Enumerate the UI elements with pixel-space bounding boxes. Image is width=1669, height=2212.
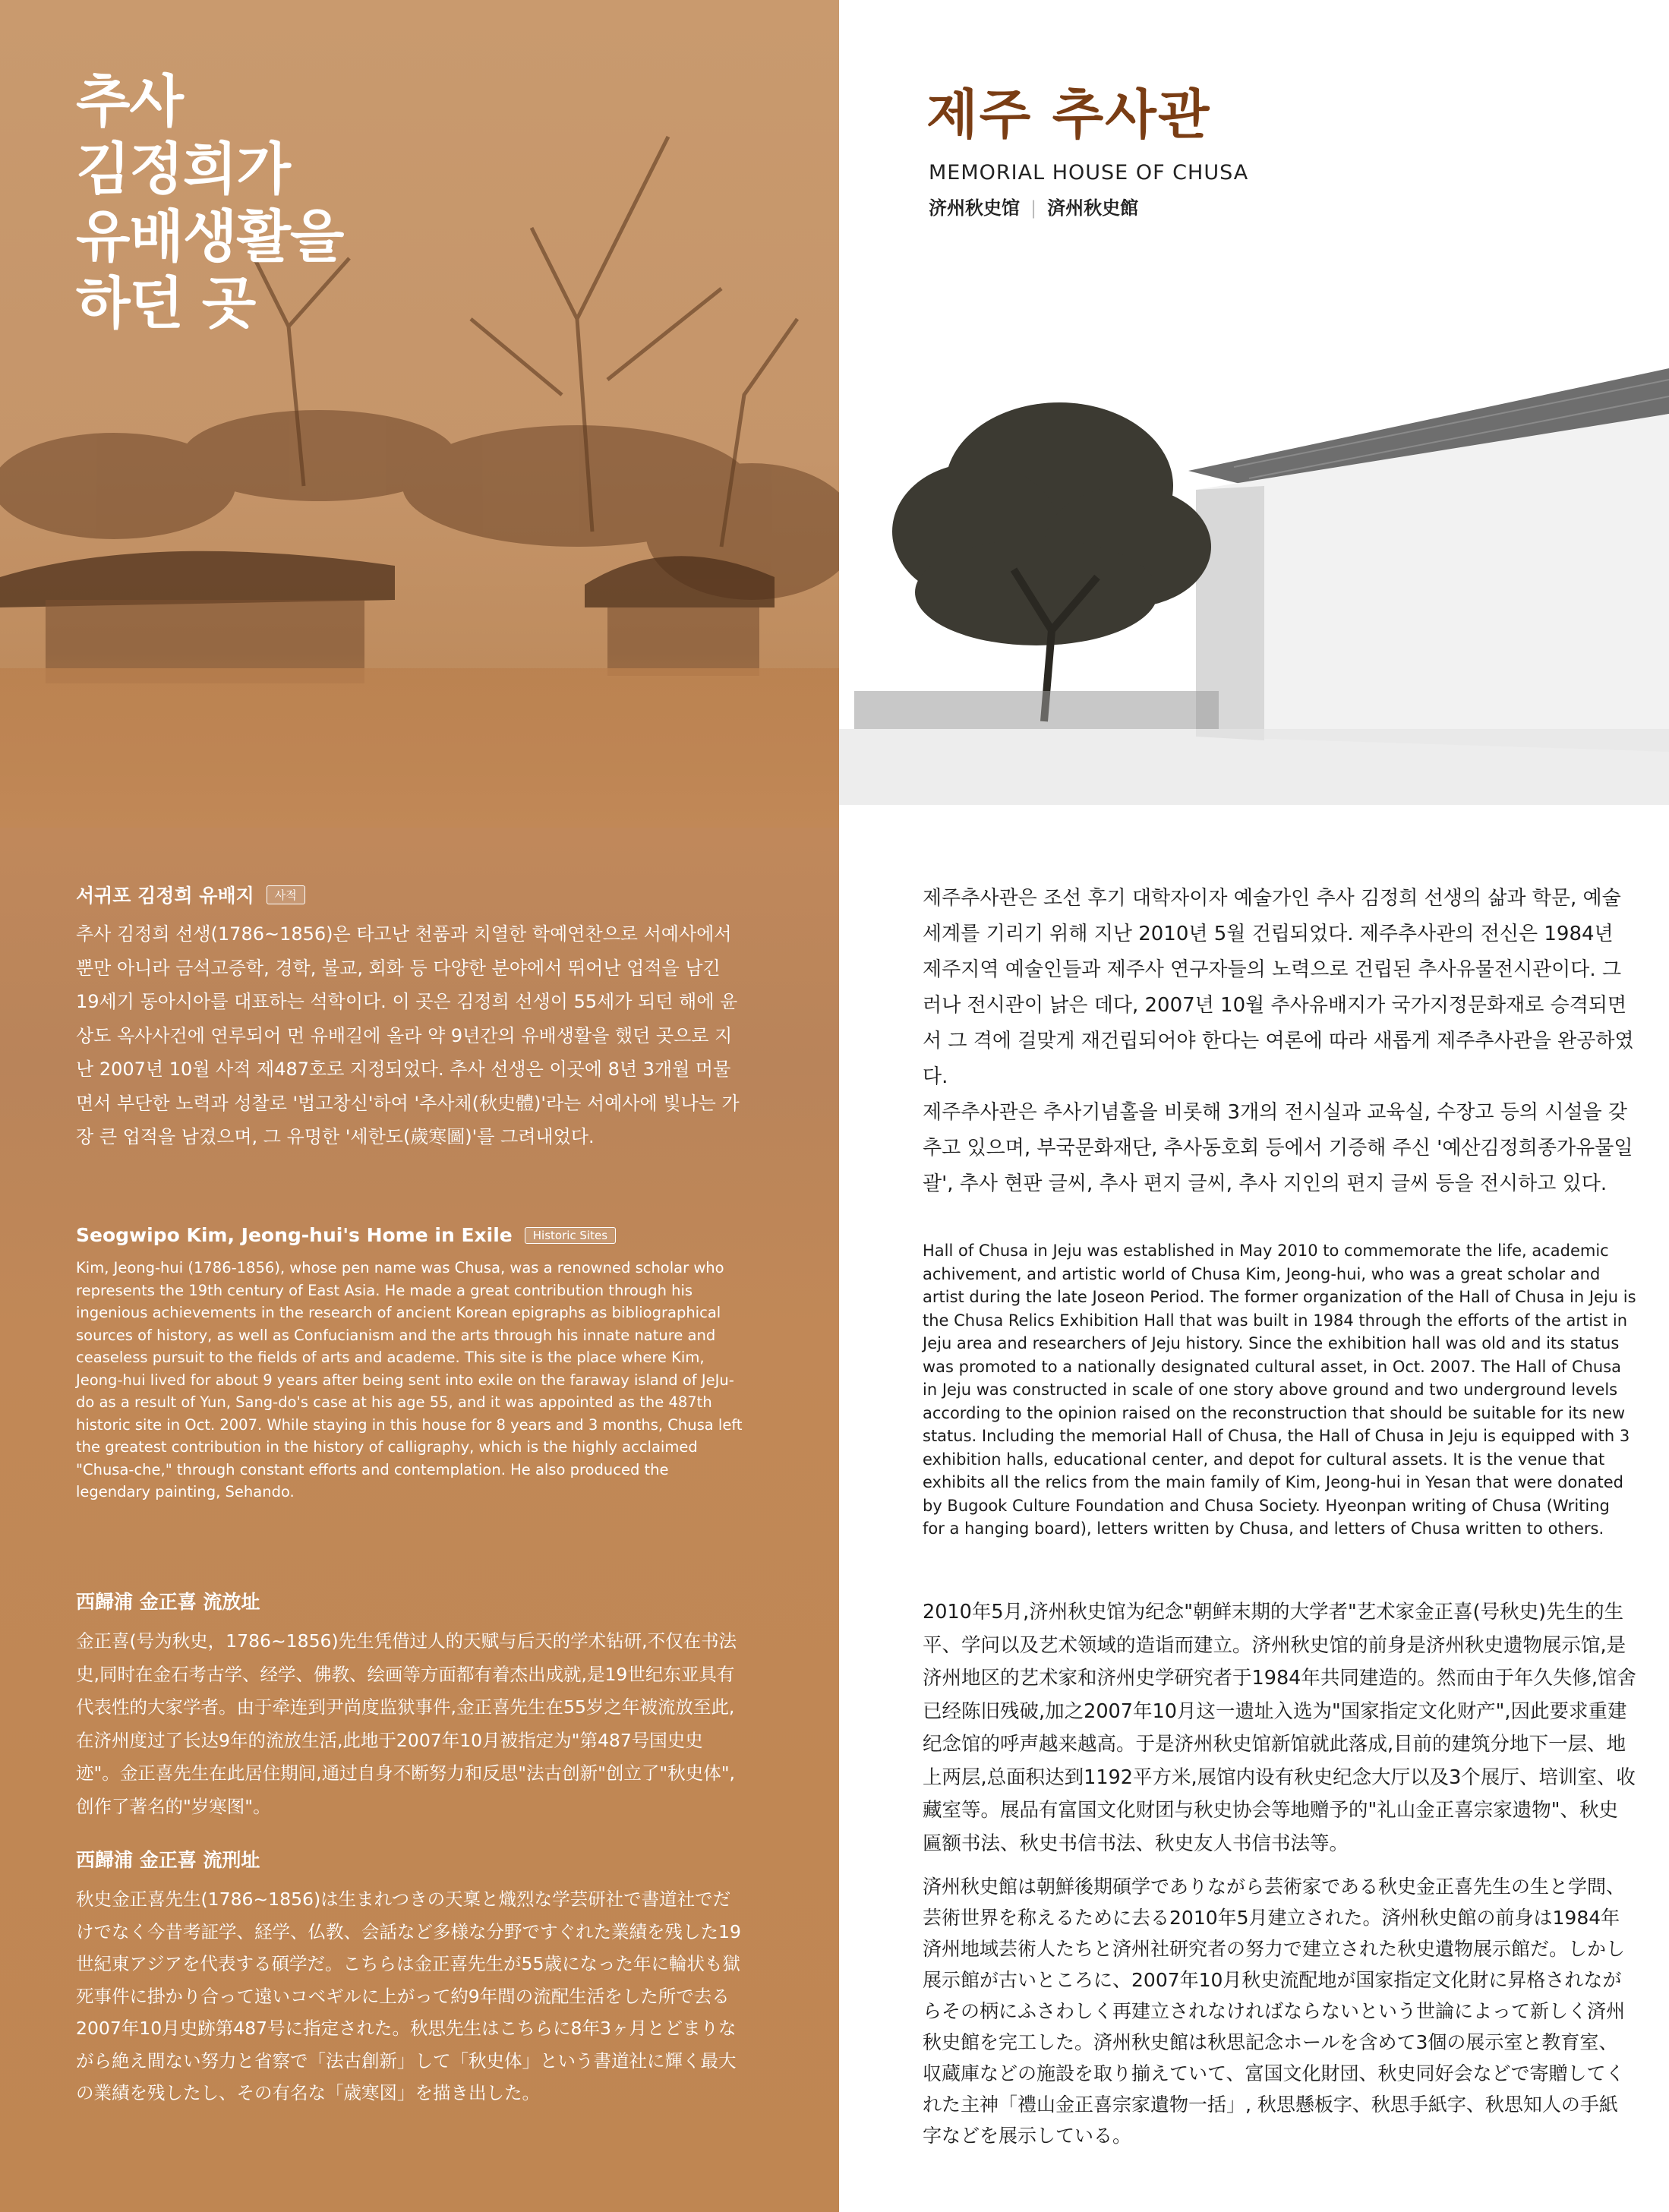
chinese-body: 金正喜(号为秋史，1786~1856)先生凭借过人的天赋与后天的学术钻研,不仅在书法史,同时在金石考古学、经学、佛教、绘画等方面都有着杰出成就,是19世纪东亚具有代表性的大家学者。由于牵连到尹尚度监狱事件,金正喜先生在55岁之年被流放至此,在济州度过了长达9年的流放生活,此地于2007年10月被指定为"第487号国史史迹"。金正喜先生在此居住期间,通过自身不断努力和反思"法古创新"创立了"秋史体",创作了著名的"岁寒图"。 xyxy=(76,1630,737,1817)
section-heading xyxy=(76,881,744,908)
english-body: Kim, Jeong-hui (1786-1856), whose pen name was Chusa, was a renowned scholar who represents the 19th century of East Asia. He made a great contribution through his ingenious achievements in the research of ancient Korean epigraphs as bibliographical sources of history, as well as Confucianism and the arts through his innate nature and ceaseless pursuit to the fields of arts and academe. This site is the place where Kim, Jeong-hui lived for about 9 years after being sent into exile on the faraway island of JeJu-do as a result of Yun, Sang-do's case at his age 55, and it was appointed as the 487th historic site in Oct. 2007. While staying in this house for 8 years and 3 months, Chusa left the greatest contribution in the history of calligraphy, which is the highly acclaimed "Chusa-che," through constant efforts and contemplation. He also produced the legendary painting, Sehando. xyxy=(76,1259,743,1500)
korean-description xyxy=(923,881,1636,1202)
section-heading xyxy=(76,1587,744,1614)
chinese-section xyxy=(76,1587,744,1823)
page-subtitle: MEMORIAL HOUSE OF CHUSA xyxy=(929,161,1249,185)
korean-section xyxy=(76,881,744,1154)
japanese-paragraph: 済州秋史館は朝鮮後期碩学でありながら芸術家である秋史金正喜先生の生と学問、芸術世界を称えるために去る2010年5月建立された。済州秋史館の前身は1984年済州地域芸術人たちと済州社研究者の努力で建立された秋史遺物展示館だ。しかし展示館が古いところに、2007年10月秋史流配地が国家指定文化財に昇格されながらその柄にふさわしく再建立されなければならないという世論によって新しく済州秋史館を完工した。済州秋史館は秋思記念ホールを含めて3個の展示室と教育室、収蔵庫などの施設を取り揃えていて、富国文化財団、秋史同好会などで寄贈してくれた主神「禮山金正喜宗家遺物一括」, 秋思懸板字、秋思手紙字、秋思知人の手紙字などを展示している。 xyxy=(923,1876,1626,2147)
chinese-paragraph: 2010年5月,济州秋史馆为纪念"朝鲜末期的大学者"艺术家金正喜(号秋史)先生的生平、学问以及艺术领域的造诣而建立。济州秋史馆的前身是济州秋史遗物展示馆,是济州地区的艺术家和济州史学研究者于1984年共同建造的。然而由于年久失修,馆舍已经陈旧残破,加之2007年10月这一遗址入选为"国家指定文化财产",因此要求重建纪念馆的呼声越来越高。于是济州秋史馆新馆就此落成,目前的建筑分地下一层、地上两层,总面积达到1192平方米,展馆内设有秋史纪念大厅以及3个展厅、培训室、收藏室等。展品有富国文化财团与秋史协会等地赠予的"礼山金正喜宗家遗物"、秋史匾额书法、秋史书信书法、秋史友人书信书法等。 xyxy=(923,1601,1637,1855)
english-section xyxy=(76,1224,744,1504)
section-heading xyxy=(76,1224,744,1246)
japanese-name: 済州秋史館 xyxy=(1047,197,1139,219)
left-title xyxy=(76,68,343,338)
title-line: 추사 xyxy=(76,69,183,134)
section-heading xyxy=(76,1845,744,1873)
title-line: 유배생활을 xyxy=(76,204,344,270)
section-tag: Historic Sites xyxy=(525,1227,616,1244)
korean-paragraph-1: 제주추사관은 조선 후기 대학자이자 예술가인 추사 김정희 선생의 삶과 학문, 예술세계를 기리기 위해 지난 2010년 5월 건립되었다. 제주추사관의 전신은 1984년 제주지역 예술인들과 제주사 연구자들의 노력으로 건립된 추사유물전시관이다. 그러나 전시관이 낡은 데다, 2007년 10월 추사유배지가 국가지정문화재로 승격되면서 그 격에 걸맞게 재건립되어야 한다는 여론에 따라 새롭게 제주추사관을 완공하였다. xyxy=(923,887,1634,1088)
chinese-description xyxy=(923,1596,1636,1860)
english-description xyxy=(923,1239,1636,1541)
japanese-section xyxy=(76,1845,744,2109)
section-heading-text: 西歸浦 金正喜 流刑址 xyxy=(76,1849,260,1871)
title-line: 김정희가 xyxy=(76,136,290,202)
page-title: 제주 추사관 xyxy=(926,84,1211,146)
right-panel xyxy=(839,0,1669,2212)
japanese-body: 秋史金正喜先生(1786~1856)は生まれつきの天稟と熾烈な学芸研社で書道社でだけでなく今昔考証学、経学、仏教、会話など多様な分野ですぐれた業績を残した19世紀東アジアを代表する碩学だ。こちらは金正喜先生が55歳になった年に輪状も獄死事件に掛かり合って遠いコベギルに上がって約9年間の流配生活をした所で去る2007年10月史跡第487号に指定された。秋思先生はこちらに8年3ヶ月とどまりながら絶え間ない努力と省察で「法古創新」して「秋史体」という書道社に輝く最大の業績を残したし、その有名な「歳寒図」を描き出した。 xyxy=(76,1889,741,2103)
memorial-hall-photo xyxy=(839,357,1669,805)
section-heading-text: 西歸浦 金正喜 流放址 xyxy=(76,1591,260,1613)
korean-paragraph-2: 제주추사관은 추사기념홀을 비롯해 3개의 전시실과 교육실, 수장고 등의 시설을 갖추고 있으며, 부국문화재단, 추사동호회 등에서 기증해 주신 '예산김정희종가유물일괄', 추사 현판 글씨, 추사 편지 글씨, 추사 지인의 편지 글씨 등을 전시하고 있다. xyxy=(923,1101,1633,1195)
section-tag: 사적 xyxy=(267,885,305,904)
section-heading-text: 서귀포 김정희 유배지 xyxy=(76,885,254,907)
title-line: 하던 곳 xyxy=(76,271,256,337)
name-separator: | xyxy=(1030,197,1037,219)
japanese-description xyxy=(923,1871,1636,2151)
chinese-name: 济州秋史馆 xyxy=(929,197,1020,219)
section-heading-text: Seogwipo Kim, Jeong-hui's Home in Exile xyxy=(76,1224,513,1246)
english-paragraph: Hall of Chusa in Jeju was established in May 2010 to commemorate the life, academic achivement, and artistic world of Chusa Kim, Jeong-hui, who was a great scholar and artist during the late Joseon Period. The former organization of the Hall of Chusa in Jeju is the Chusa Relics Exhibition Hall that was built in 1984 through the efforts of the artist in Jeju area and researchers of Jeju history. Since the exhibition hall was old and its status was promoted to a nationally designated cultural asset, in Oct. 2007. The Hall of Chusa in Jeju was constructed in scale of one story above ground and two underground levels according to the opinion raised on the reconstruction that should be suitable for its new status. Including the memorial Hall of Chusa, the Hall of Chusa in Jeju is equipped with 3 exhibition halls, educational center, and depot for cultural assets. It is the venue that exhibits all the relics from the main family of Kim, Jeong-hui in Yesan that were donated by Bugook Culture Foundation and Chusa Society. Hyeonpan writing of Chusa (Writing for a hanging board), letters written by Chusa, and letters of Chusa written to others. xyxy=(923,1242,1636,1538)
korean-body: 추사 김정희 선생(1786~1856)은 타고난 천품과 치열한 학예연찬으로 서예사에서 뿐만 아니라 금석고증학, 경학, 불교, 회화 등 다양한 분야에서 뛰어난 업적을 남긴 19세기 동아시아를 대표하는 석학이다. 이 곳은 김정희 선생이 55세가 되던 해에 윤상도 옥사사건에 연루되어 먼 유배길에 올라 약 9년간의 유배생활을 했던 곳으로 지난 2007년 10월 사적 제487호로 지정되었다. 추사 선생은 이곳에 8년 3개월 머물면서 부단한 노력과 성찰로 '법고창신'하여 '추사체(秋史體)'라는 서예사에 빛나는 가장 큰 업적을 남겼으며, 그 유명한 '세한도(歲寒圖)'를 그려내었다. xyxy=(76,923,740,1147)
foreign-names xyxy=(929,193,1138,219)
